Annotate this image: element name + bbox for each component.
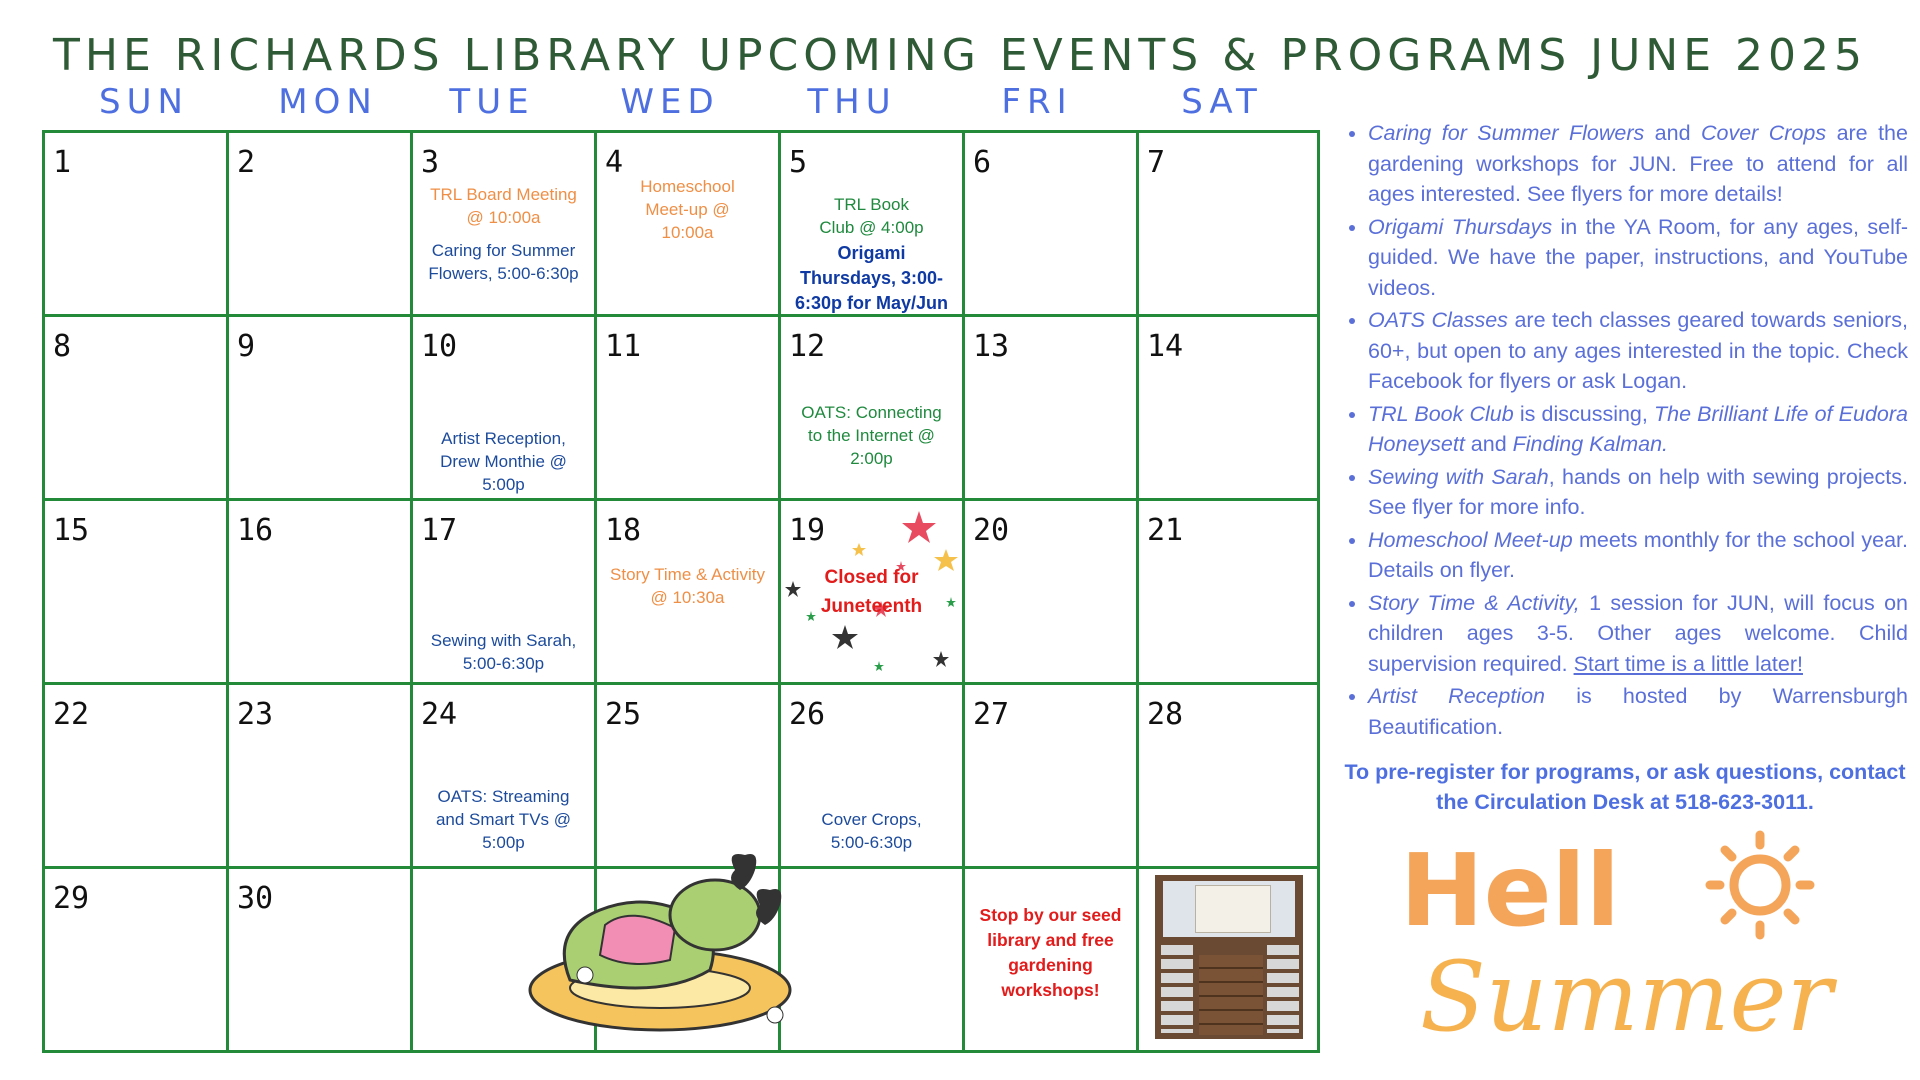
day-number: 18: [605, 513, 642, 548]
day-number: 3: [421, 145, 440, 180]
event-oats-internet: OATS: Connecting to the Internet @ 2:00p: [801, 403, 942, 468]
day-cell[interactable]: [962, 682, 1139, 869]
day-number: 1: [53, 145, 72, 180]
day-cell[interactable]: [42, 498, 229, 685]
day-number: 20: [973, 513, 1010, 548]
note-gardening: • Caring for Summer Flowers and Cover Crops are the gardening workshops for JUN. Free to attend for all ages interested. See flyers for more details!: [1368, 118, 1908, 210]
empty-cell: [778, 866, 965, 1053]
note-sewing: • Sewing with Sarah, hands on help with sewing projects. See flyer for more info.: [1368, 462, 1908, 523]
day-number: 6: [973, 145, 992, 180]
weekday-wed: WED: [620, 82, 720, 122]
day-number: 12: [789, 329, 826, 364]
day-cell[interactable]: [594, 682, 781, 869]
day-cell[interactable]: [1136, 130, 1320, 317]
day-cell[interactable]: [410, 682, 597, 869]
event-story-time: Story Time & Activity @ 10:30a: [610, 565, 765, 607]
day-cell[interactable]: [226, 314, 413, 501]
day-number: 10: [421, 329, 458, 364]
sun-icon: [1710, 835, 1810, 935]
note-story-time: • Story Time & Activity, 1 session for JUN, will focus on children ages 3-5. Other ages welcome. Child supervision required. Start time is a little later!: [1368, 588, 1908, 680]
note-book-club: • TRL Book Club is discussing, The Brilliant Life of Eudora Honeysett and Finding Kalman.: [1368, 399, 1908, 460]
photo-drawers: [1199, 955, 1263, 1035]
day-number: 15: [53, 513, 90, 548]
day-cell[interactable]: [962, 314, 1139, 501]
photo-shelf: [1267, 945, 1299, 1033]
event-homeschool: Homeschool Meet-up @ 10:00a: [640, 177, 735, 242]
day-cell[interactable]: [42, 130, 229, 317]
day-number: 4: [605, 145, 624, 180]
day-number: 24: [421, 697, 458, 732]
weekday-mon: MON: [278, 82, 378, 122]
page-title: THE RICHARDS LIBRARY UPCOMING EVENTS & PROGRAMS JUNE 2025: [53, 30, 1867, 81]
day-number: 2: [237, 145, 256, 180]
frog-shirt: [600, 916, 675, 964]
note-homeschool: • Homeschool Meet-up meets monthly for the school year. Details on flyer.: [1368, 525, 1908, 586]
day-number: 27: [973, 697, 1010, 732]
day-cell[interactable]: [778, 130, 965, 317]
day-cell[interactable]: [962, 498, 1139, 685]
heart-glasses-icon: [731, 854, 756, 890]
event-artist-reception: Artist Reception, Drew Monthie @ 5:00p: [440, 429, 567, 494]
note-artist-reception: • Artist Reception is hosted by Warrensburgh Beautification.: [1368, 681, 1908, 742]
day-cell[interactable]: [410, 130, 597, 317]
star-icon: [874, 661, 884, 671]
day-cell[interactable]: [594, 498, 781, 685]
flower-icon: [767, 1007, 783, 1023]
photo-cell: [1136, 866, 1320, 1053]
event-summer-flowers: Caring for Summer Flowers, 5:00-6:30p: [428, 241, 579, 283]
frog-head: [670, 880, 760, 950]
flower-icon: [577, 967, 593, 983]
day-cell[interactable]: [962, 130, 1139, 317]
day-cell[interactable]: [410, 498, 597, 685]
day-number: 9: [237, 329, 256, 364]
day-number: 28: [1147, 697, 1184, 732]
day-number: 13: [973, 329, 1010, 364]
note-oats: • OATS Classes are tech classes geared towards seniors, 60+, but open to any ages interested in the topic. Check Facebook for flyers or ask Logan.: [1368, 305, 1908, 397]
weekday-sat: SAT: [1181, 82, 1263, 122]
summer-text: Summer: [1420, 941, 1833, 1050]
day-cell[interactable]: [594, 314, 781, 501]
day-number: 19: [789, 513, 826, 548]
day-cell[interactable]: [778, 314, 965, 501]
day-number: 16: [237, 513, 274, 548]
hello-summer-graphic: [1400, 830, 1900, 1050]
day-cell[interactable]: [226, 682, 413, 869]
event-book-club: TRL Book Club @ 4:00p: [819, 195, 924, 237]
day-cell[interactable]: [1136, 682, 1320, 869]
seed-library-note: Stop by our seed library and free gardening workshops!: [979, 905, 1122, 1000]
day-cell[interactable]: [42, 314, 229, 501]
star-icon: [832, 625, 858, 649]
day-number: 25: [605, 697, 642, 732]
event-closed-juneteenth: Closed for Juneteenth: [820, 567, 923, 617]
day-number: 23: [237, 697, 274, 732]
day-number: 14: [1147, 329, 1184, 364]
day-cell[interactable]: [226, 130, 413, 317]
seed-library-cell: [962, 866, 1139, 1053]
event-cover-crops: Cover Crops, 5:00-6:30p: [821, 810, 922, 852]
day-number: 5: [789, 145, 808, 180]
day-number: 30: [237, 881, 274, 916]
star-icon: [852, 543, 866, 556]
frog-float-illustration: [510, 850, 800, 1040]
event-sewing: Sewing with Sarah, 5:00-6:30p: [430, 631, 577, 673]
library-photo: [1155, 875, 1303, 1039]
day-cell[interactable]: [778, 682, 965, 869]
weekday-sun: SUN: [99, 82, 189, 122]
day-number: 21: [1147, 513, 1184, 548]
weekday-tue: TUE: [449, 82, 535, 122]
day-cell[interactable]: [42, 682, 229, 869]
weekday-thu: THU: [807, 82, 897, 122]
event-oats-streaming: OATS: Streaming and Smart TVs @ 5:00p: [435, 787, 572, 852]
day-cell[interactable]: [410, 314, 597, 501]
event-board-meeting: TRL Board Meeting @ 10:00a: [430, 185, 577, 227]
day-cell[interactable]: [778, 498, 965, 685]
star-icon: [933, 651, 949, 667]
day-cell[interactable]: [1136, 498, 1320, 685]
note-origami: • Origami Thursdays in the YA Room, for any ages, self-guided. We have the paper, instructions, and YouTube videos.: [1368, 212, 1908, 304]
contact-info: To pre-register for programs, or ask questions, contact the Circulation Desk at 518-623-3011.: [1344, 760, 1906, 814]
day-number: 8: [53, 329, 72, 364]
photo-poster: [1195, 885, 1271, 933]
hello-text: Hell: [1400, 832, 1621, 949]
day-number: 7: [1147, 145, 1166, 180]
day-number: 17: [421, 513, 458, 548]
day-cell[interactable]: [42, 866, 229, 1053]
day-cell[interactable]: [594, 130, 781, 317]
weekday-fri: FRI: [1001, 82, 1073, 122]
day-number: 29: [53, 881, 90, 916]
heart-glasses-icon: [756, 889, 781, 925]
photo-shelf: [1161, 945, 1193, 1033]
day-number: 11: [605, 329, 642, 364]
program-notes: [1340, 118, 1908, 744]
day-cell[interactable]: [226, 498, 413, 685]
day-number: 22: [53, 697, 90, 732]
day-cell[interactable]: [226, 866, 413, 1053]
event-origami: Origami Thursdays, 3:00-6:30p for May/Jun: [794, 243, 949, 313]
day-number: 26: [789, 697, 826, 732]
star-icon: [902, 511, 936, 543]
day-cell[interactable]: [1136, 314, 1320, 501]
